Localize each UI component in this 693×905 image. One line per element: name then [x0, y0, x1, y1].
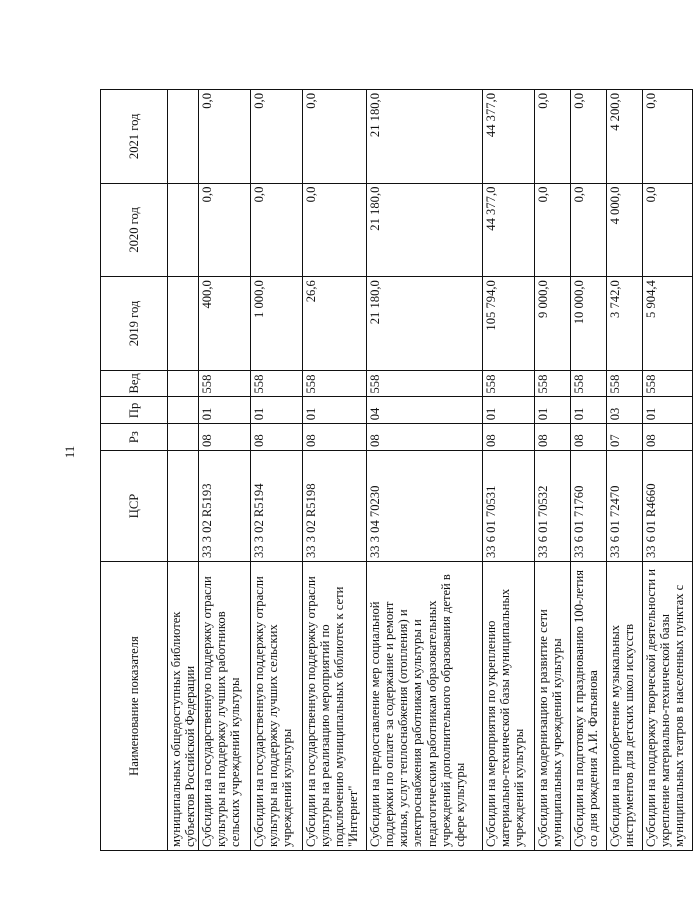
header-ved: Вед — [101, 370, 168, 397]
cell-name: Субсидии на поддержку творческой деятельности и укрепление материально-технической базы муниципальных театров в населенных пунктах с — [643, 562, 693, 851]
cell-2021: 0,0 — [199, 90, 251, 184]
header-2021: 2021 год — [101, 90, 168, 184]
cell-2021: 21 180,0 — [367, 90, 483, 184]
cell-name: Субсидии на модернизацию и развитие сети муниципальных учреждений культуры — [535, 562, 571, 851]
cell-2020: 21 180,0 — [367, 183, 483, 277]
cell-ved: 558 — [571, 370, 607, 397]
cell-2019 — [168, 277, 199, 371]
cell-rz: 08 — [571, 424, 607, 451]
cell-name: муниципальных общедоступных библиотек субъектов Российской Федерации — [168, 562, 199, 851]
cell-csr: 33 6 01 70532 — [535, 450, 571, 561]
cell-pr: 01 — [251, 397, 303, 424]
cell-2021: 44 377,0 — [483, 90, 535, 184]
cell-csr: 33 3 02 R5198 — [303, 450, 367, 561]
cell-csr: 33 6 01 R4660 — [643, 450, 693, 561]
cell-ved: 558 — [643, 370, 693, 397]
cell-2019: 105 794,0 — [483, 277, 535, 371]
header-pr: Пр — [101, 397, 168, 424]
table-row — [643, 90, 693, 851]
cell-2019: 9 000,0 — [535, 277, 571, 371]
cell-ved: 558 — [607, 370, 643, 397]
cell-2020: 0,0 — [303, 183, 367, 277]
header-name: Наименование показателя — [101, 562, 168, 851]
table-header-row — [101, 90, 168, 851]
cell-2021 — [168, 90, 199, 184]
table-row — [168, 90, 199, 851]
cell-rz — [168, 424, 199, 451]
cell-rz: 08 — [643, 424, 693, 451]
cell-rz: 08 — [535, 424, 571, 451]
cell-name: Субсидии на приобретение музыкальных инструментов для детских школ искусств — [607, 562, 643, 851]
table-row — [251, 90, 303, 851]
cell-2019: 5 904,4 — [643, 277, 693, 371]
cell-2019: 26,6 — [303, 277, 367, 371]
cell-csr: 33 6 01 71760 — [571, 450, 607, 561]
cell-2021: 0,0 — [303, 90, 367, 184]
cell-rz: 08 — [251, 424, 303, 451]
cell-2020: 0,0 — [251, 183, 303, 277]
cell-name: Субсидии на подготовку к празднованию 100-летия со дня рождения А.И. Фатьянова — [571, 562, 607, 851]
page-number: 11 — [62, 445, 77, 459]
cell-pr — [168, 397, 199, 424]
budget-table — [100, 89, 693, 851]
cell-ved: 558 — [535, 370, 571, 397]
cell-2019: 10 000,0 — [571, 277, 607, 371]
cell-pr: 03 — [607, 397, 643, 424]
cell-pr: 01 — [199, 397, 251, 424]
cell-rz: 07 — [607, 424, 643, 451]
cell-2020 — [168, 183, 199, 277]
cell-name: Субсидии на государственную поддержку отрасли культуры на реализацию мероприятий по подключению муниципальных библиотек к сети "Интернет" — [303, 562, 367, 851]
table-row — [303, 90, 367, 851]
cell-ved: 558 — [483, 370, 535, 397]
cell-pr: 01 — [535, 397, 571, 424]
cell-ved — [168, 370, 199, 397]
cell-2020: 4 000,0 — [607, 183, 643, 277]
table-row — [199, 90, 251, 851]
cell-2020: 0,0 — [571, 183, 607, 277]
cell-pr: 01 — [643, 397, 693, 424]
cell-csr: 33 3 04 70230 — [367, 450, 483, 561]
cell-2021: 4 200,0 — [607, 90, 643, 184]
cell-2021: 0,0 — [571, 90, 607, 184]
cell-csr: 33 6 01 72470 — [607, 450, 643, 561]
cell-2020: 44 377,0 — [483, 183, 535, 277]
table-row — [571, 90, 607, 851]
cell-name: Субсидии на государственную поддержку отрасли культуры на поддержку лучших работников сельских учреждений культуры — [199, 562, 251, 851]
cell-2021: 0,0 — [535, 90, 571, 184]
cell-pr: 01 — [303, 397, 367, 424]
header-csr: ЦСР — [101, 450, 168, 561]
cell-csr — [168, 450, 199, 561]
header-2020: 2020 год — [101, 183, 168, 277]
table-row — [607, 90, 643, 851]
cell-csr: 33 3 02 R5193 — [199, 450, 251, 561]
header-2019: 2019 год — [101, 277, 168, 371]
cell-2020: 0,0 — [199, 183, 251, 277]
cell-csr: 33 3 02 R5194 — [251, 450, 303, 561]
table-row — [367, 90, 483, 851]
cell-rz: 08 — [367, 424, 483, 451]
table-row — [535, 90, 571, 851]
cell-2021: 0,0 — [643, 90, 693, 184]
table-row — [483, 90, 535, 851]
cell-name: Субсидии на предоставление мер социальной поддержки по оплате за содержание и ремонт жилья, услуг теплоснабжения (отопления) и электроснабжения работникам культуры и педагогическим работникам образовательных учреждений дополнительного образования детей в сфере культуры — [367, 562, 483, 851]
header-rz: Рз — [101, 424, 168, 451]
cell-name: Субсидии на государственную поддержку отрасли культуры на поддержку лучших сельских учреждений культуры — [251, 562, 303, 851]
cell-rz: 08 — [199, 424, 251, 451]
cell-ved: 558 — [251, 370, 303, 397]
cell-2020: 0,0 — [643, 183, 693, 277]
cell-pr: 01 — [571, 397, 607, 424]
table-body — [168, 90, 693, 851]
cell-ved: 558 — [303, 370, 367, 397]
cell-rz: 08 — [303, 424, 367, 451]
cell-2019: 400,0 — [199, 277, 251, 371]
cell-rz: 08 — [483, 424, 535, 451]
cell-2019: 21 180,0 — [367, 277, 483, 371]
cell-ved: 558 — [367, 370, 483, 397]
cell-2019: 1 000,0 — [251, 277, 303, 371]
cell-2020: 0,0 — [535, 183, 571, 277]
cell-2019: 3 742,0 — [607, 277, 643, 371]
cell-csr: 33 6 01 70531 — [483, 450, 535, 561]
cell-name: Субсидии на мероприятия по укреплению материально-технической базы муниципальных учреждений культуры — [483, 562, 535, 851]
cell-pr: 04 — [367, 397, 483, 424]
cell-ved: 558 — [199, 370, 251, 397]
cell-pr: 01 — [483, 397, 535, 424]
cell-2021: 0,0 — [251, 90, 303, 184]
